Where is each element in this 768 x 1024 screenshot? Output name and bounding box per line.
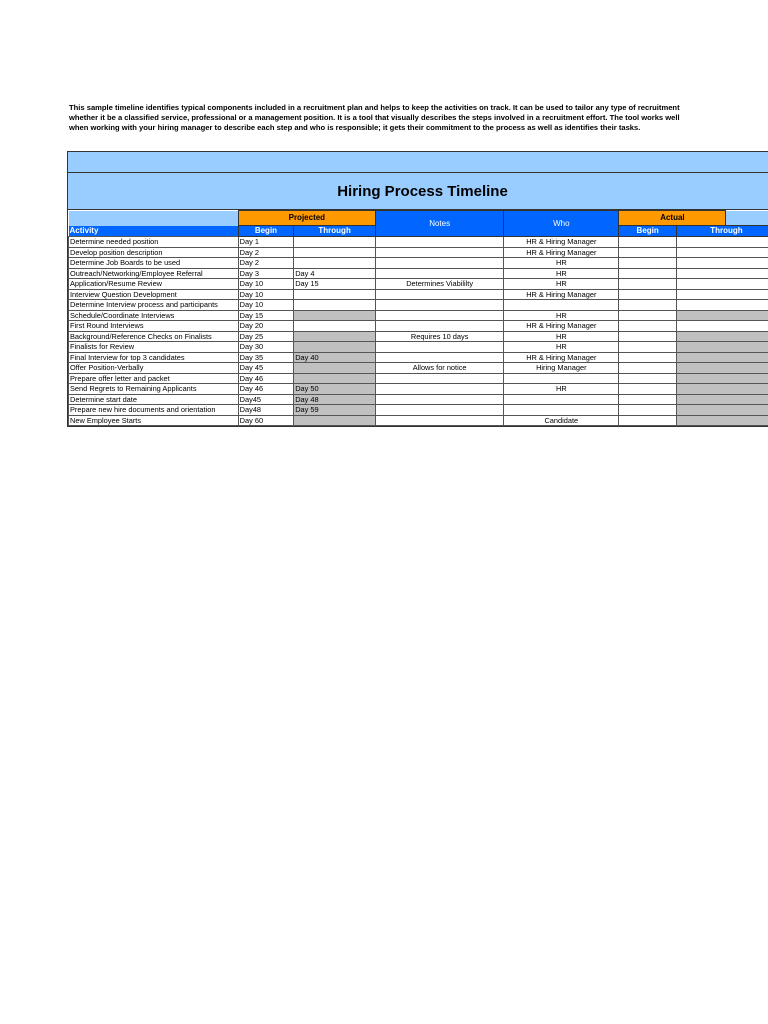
actual-through-cell <box>676 373 768 384</box>
header-actual: Actual <box>619 211 726 226</box>
who-cell: HR <box>504 268 619 279</box>
actual-through-cell <box>676 247 768 258</box>
projected-begin-cell: Day 2 <box>238 247 294 258</box>
notes-cell <box>376 415 504 426</box>
title-row <box>68 173 768 210</box>
notes-cell <box>376 268 504 279</box>
who-cell: HR <box>504 279 619 290</box>
actual-through-cell <box>676 363 768 374</box>
projected-begin-cell: Day45 <box>238 394 294 405</box>
projected-through-cell <box>294 300 376 311</box>
projected-through-cell: Day 4 <box>294 268 376 279</box>
table-row <box>69 247 768 258</box>
notes-cell <box>376 342 504 353</box>
notes-cell: Determines Viabililty <box>376 279 504 290</box>
activity-cell: Background/Reference Checks on Finalists <box>69 331 239 342</box>
table-row <box>69 300 768 311</box>
activity-cell: Application/Resume Review <box>69 279 239 290</box>
actual-through-cell <box>676 310 768 321</box>
projected-begin-cell: Day 10 <box>238 279 294 290</box>
header-actual-begin: Begin <box>619 226 677 237</box>
notes-cell <box>376 300 504 311</box>
activity-cell: Outreach/Networking/Employee Referral <box>69 268 239 279</box>
header-projected-through: Through <box>294 226 376 237</box>
activity-cell: First Round Interviews <box>69 321 239 332</box>
who-cell: HR <box>504 384 619 395</box>
actual-through-cell <box>676 289 768 300</box>
table-row <box>69 342 768 353</box>
projected-begin-cell: Day 1 <box>238 237 294 248</box>
actual-through-cell <box>676 394 768 405</box>
header-who: Who <box>504 211 619 237</box>
who-cell <box>504 300 619 311</box>
notes-cell <box>376 405 504 416</box>
actual-begin-cell <box>619 300 677 311</box>
table-row <box>69 268 768 279</box>
table-row <box>69 373 768 384</box>
actual-through-cell <box>676 258 768 269</box>
notes-cell <box>376 237 504 248</box>
activity-cell: New Employee Starts <box>69 415 239 426</box>
table-row <box>69 352 768 363</box>
actual-begin-cell <box>619 342 677 353</box>
header-blank-cell <box>69 211 239 226</box>
table-row <box>69 310 768 321</box>
projected-through-cell <box>294 321 376 332</box>
who-cell <box>504 405 619 416</box>
actual-begin-cell <box>619 321 677 332</box>
table-row <box>69 237 768 248</box>
projected-begin-cell: Day 20 <box>238 321 294 332</box>
activity-cell: Prepare offer letter and packet <box>69 373 239 384</box>
header-blank-cell-right <box>726 211 768 226</box>
projected-begin-cell: Day 35 <box>238 352 294 363</box>
actual-through-cell <box>676 352 768 363</box>
projected-begin-cell: Day 10 <box>238 289 294 300</box>
table-row <box>69 331 768 342</box>
actual-begin-cell <box>619 363 677 374</box>
notes-cell <box>376 384 504 395</box>
actual-through-cell <box>676 300 768 311</box>
projected-through-cell: Day 15 <box>294 279 376 290</box>
table-row <box>69 384 768 395</box>
activity-cell: Offer Position-Verbally <box>69 363 239 374</box>
projected-begin-cell: Day 15 <box>238 310 294 321</box>
header-projected: Projected <box>238 211 375 226</box>
actual-begin-cell <box>619 310 677 321</box>
who-cell: HR & Hiring Manager <box>504 321 619 332</box>
actual-through-cell <box>676 415 768 426</box>
projected-begin-cell: Day 25 <box>238 331 294 342</box>
projected-through-cell <box>294 373 376 384</box>
activity-cell: Prepare new hire documents and orientation <box>69 405 239 416</box>
actual-begin-cell <box>619 268 677 279</box>
projected-begin-cell: Day 3 <box>238 268 294 279</box>
activity-cell: Send Regrets to Remaining Applicants <box>69 384 239 395</box>
actual-through-cell <box>676 384 768 395</box>
header-projected-begin: Begin <box>238 226 294 237</box>
notes-cell <box>376 247 504 258</box>
activity-cell: Interview Question Development <box>69 289 239 300</box>
activity-cell: Final Interview for top 3 candidates <box>69 352 239 363</box>
who-cell: HR <box>504 331 619 342</box>
projected-through-cell <box>294 247 376 258</box>
page-title: Hiring Process Timeline <box>337 182 508 200</box>
table-row <box>69 415 768 426</box>
activity-cell: Schedule/Coordinate Interviews <box>69 310 239 321</box>
projected-begin-cell: Day 10 <box>238 300 294 311</box>
intro-paragraph: This sample timeline identifies typical components included in a recruitment plan and helps to keep the activities on track. It can be used to tailor any type of recruitment whether it be a classified service, professional or a management position. It is a tool that visually describes the steps involved in a recruitment effort. The tool works well when working with your hiring manager to describe each step and who is responsible; it gets their commitment to the process as well as identifies their tasks. <box>69 103 680 133</box>
activity-cell: Determine Interview process and participants <box>69 300 239 311</box>
projected-through-cell: Day 59 <box>294 405 376 416</box>
table-row <box>69 279 768 290</box>
actual-through-cell <box>676 268 768 279</box>
actual-begin-cell <box>619 289 677 300</box>
who-cell: Hiring Manager <box>504 363 619 374</box>
projected-through-cell <box>294 310 376 321</box>
projected-through-cell <box>294 289 376 300</box>
actual-begin-cell <box>619 352 677 363</box>
header-bar <box>68 152 768 173</box>
projected-begin-cell: Day 46 <box>238 384 294 395</box>
notes-cell <box>376 258 504 269</box>
header-notes: Notes <box>376 211 504 237</box>
activity-cell: Determine Job Boards to be used <box>69 258 239 269</box>
who-cell: HR <box>504 310 619 321</box>
actual-begin-cell <box>619 405 677 416</box>
projected-through-cell <box>294 415 376 426</box>
projected-begin-cell: Day 45 <box>238 363 294 374</box>
actual-through-cell <box>676 405 768 416</box>
actual-begin-cell <box>619 331 677 342</box>
actual-begin-cell <box>619 415 677 426</box>
actual-begin-cell <box>619 258 677 269</box>
who-cell: HR & Hiring Manager <box>504 237 619 248</box>
notes-cell <box>376 352 504 363</box>
who-cell: HR <box>504 342 619 353</box>
header-actual-through: Through <box>676 226 768 237</box>
actual-through-cell <box>676 331 768 342</box>
notes-cell <box>376 310 504 321</box>
activity-cell: Develop position description <box>69 247 239 258</box>
projected-through-cell <box>294 258 376 269</box>
actual-through-cell <box>676 342 768 353</box>
actual-begin-cell <box>619 394 677 405</box>
projected-begin-cell: Day 30 <box>238 342 294 353</box>
projected-begin-cell: Day48 <box>238 405 294 416</box>
table-row <box>69 394 768 405</box>
actual-begin-cell <box>619 247 677 258</box>
timeline-rows <box>69 237 768 426</box>
notes-cell <box>376 394 504 405</box>
projected-through-cell: Day 50 <box>294 384 376 395</box>
notes-cell: Requires 10 days <box>376 331 504 342</box>
who-cell: HR & Hiring Manager <box>504 289 619 300</box>
notes-cell <box>376 289 504 300</box>
projected-begin-cell: Day 60 <box>238 415 294 426</box>
table-row <box>69 289 768 300</box>
actual-begin-cell <box>619 373 677 384</box>
projected-through-cell: Day 40 <box>294 352 376 363</box>
projected-through-cell: Day 48 <box>294 394 376 405</box>
actual-through-cell <box>676 237 768 248</box>
who-cell <box>504 394 619 405</box>
timeline-table <box>68 210 768 426</box>
actual-begin-cell <box>619 384 677 395</box>
activity-cell: Determine start date <box>69 394 239 405</box>
projected-through-cell <box>294 363 376 374</box>
who-cell <box>504 373 619 384</box>
projected-begin-cell: Day 46 <box>238 373 294 384</box>
notes-cell <box>376 373 504 384</box>
activity-cell: Finalists for Review <box>69 342 239 353</box>
table-row <box>69 405 768 416</box>
table-row <box>69 321 768 332</box>
who-cell: HR <box>504 258 619 269</box>
header-activity: Activity <box>69 226 239 237</box>
activity-cell: Determine needed position <box>69 237 239 248</box>
actual-through-cell <box>676 321 768 332</box>
actual-through-cell <box>676 279 768 290</box>
projected-through-cell <box>294 237 376 248</box>
actual-begin-cell <box>619 279 677 290</box>
actual-begin-cell <box>619 237 677 248</box>
who-cell: HR & Hiring Manager <box>504 247 619 258</box>
projected-begin-cell: Day 2 <box>238 258 294 269</box>
who-cell: HR & Hiring Manager <box>504 352 619 363</box>
table-row <box>69 363 768 374</box>
notes-cell <box>376 321 504 332</box>
projected-through-cell <box>294 342 376 353</box>
projected-through-cell <box>294 331 376 342</box>
notes-cell: Allows for notice <box>376 363 504 374</box>
timeline-sheet <box>67 151 768 427</box>
who-cell: Candidate <box>504 415 619 426</box>
table-row <box>69 258 768 269</box>
